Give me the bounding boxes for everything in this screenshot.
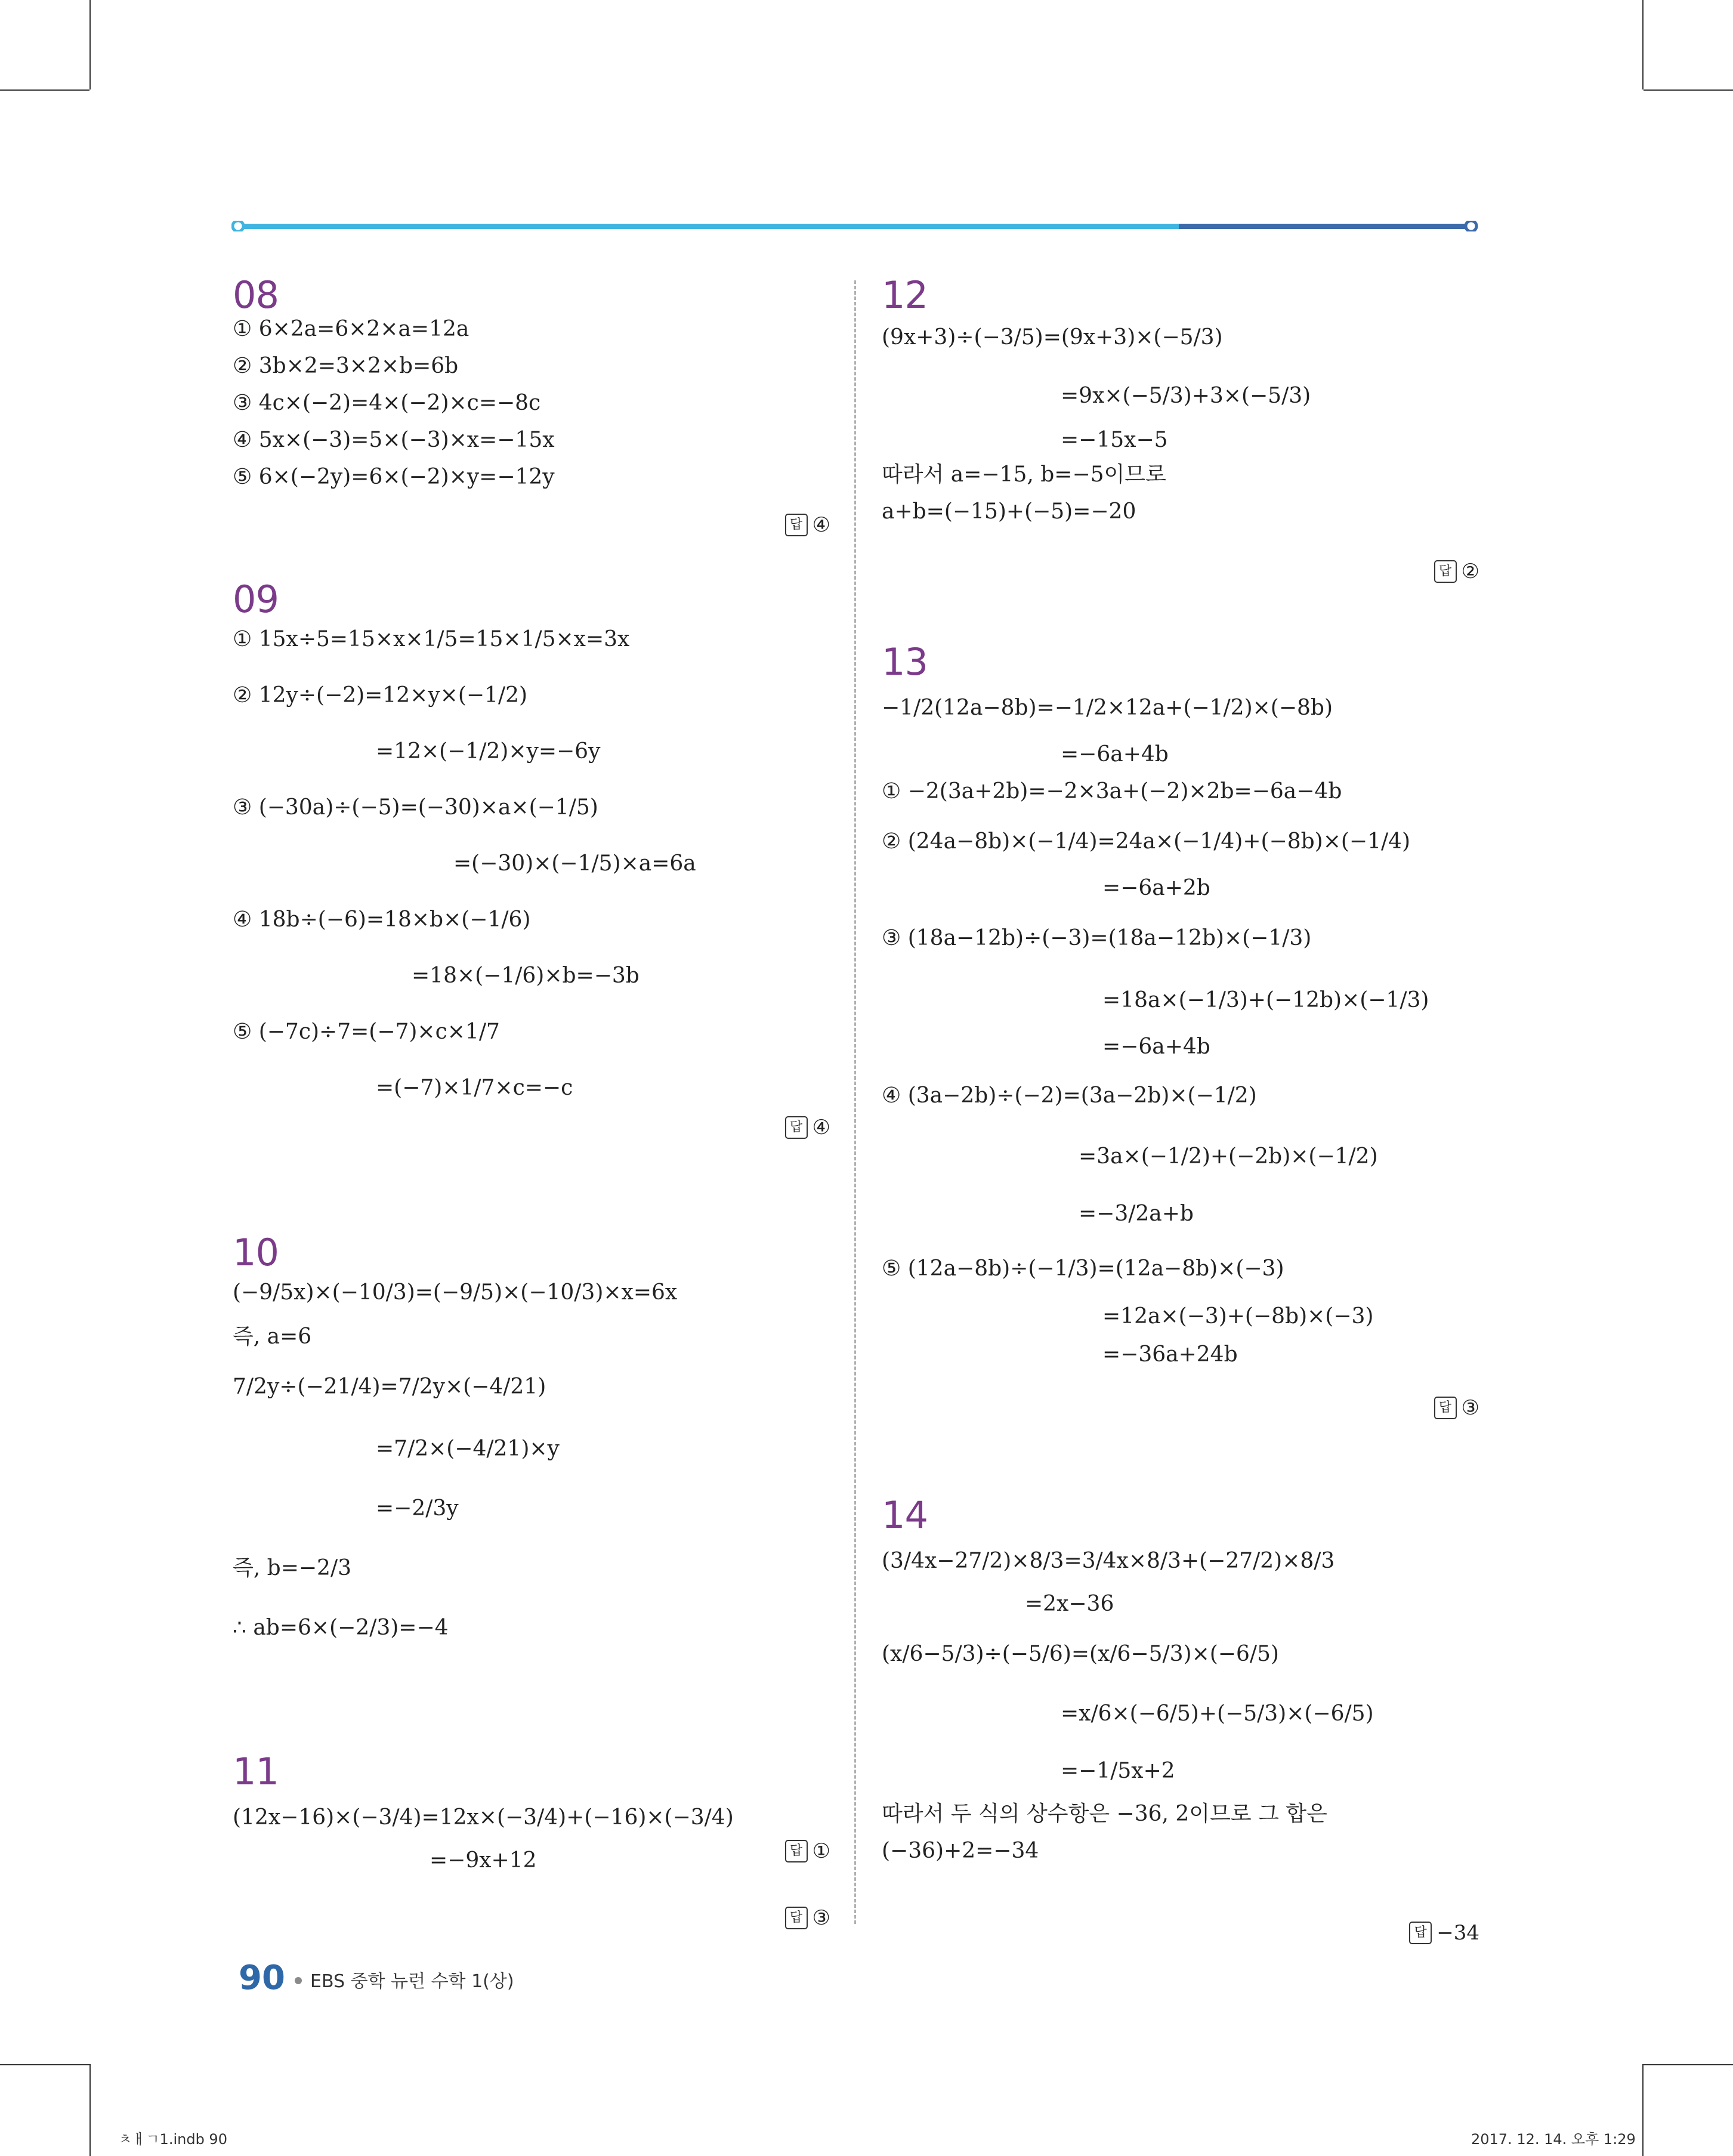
column-divider	[854, 280, 856, 1924]
problem-number: 11	[233, 1750, 279, 1793]
answer-value: ④	[812, 513, 830, 537]
solution-line: ∴ ab=6×(−2/3)=−4	[233, 1616, 449, 1640]
problem-11	[233, 1750, 835, 1930]
solution-line: ⑤ 6×(−2y)=6×(−2)×y=−12y	[233, 465, 555, 489]
crop-mark	[1642, 0, 1644, 89]
solution-line: =−2/3y	[376, 1496, 459, 1521]
solution-lines	[233, 1280, 835, 1641]
crop-mark	[0, 2064, 89, 2065]
answer-value: ④	[812, 1116, 830, 1139]
solution-line: =12×(−1/2)×y=−6y	[376, 739, 601, 764]
problem-number: 13	[882, 640, 928, 684]
answer-value: −34	[1437, 1921, 1479, 1945]
solution-line: ② (24a−8b)×(−1/4)=24a×(−1/4)+(−8b)×(−1/4)	[882, 829, 1411, 854]
solution-line: =−6a+2b	[1102, 876, 1210, 900]
answer-mark	[1409, 1921, 1479, 1945]
solution-line: =12a×(−3)+(−8b)×(−3)	[1102, 1304, 1374, 1329]
header-bar	[231, 221, 1478, 231]
crop-mark	[1642, 2064, 1644, 2156]
answer-value: ①	[812, 1839, 830, 1863]
solution-line: =−6a+4b	[1102, 1034, 1210, 1059]
footer-bullet	[295, 1977, 302, 1984]
answer-mark	[785, 1906, 830, 1930]
answer-mark	[1434, 560, 1479, 583]
solution-lines	[233, 1805, 835, 1874]
answer-label-box: 답	[785, 1840, 808, 1862]
crop-mark	[89, 0, 91, 89]
solution-line: ③ (−30a)÷(−5)=(−30)×a×(−1/5)	[233, 795, 598, 820]
solution-line: (3/4x−27/2)×8/3=3/4x×8/3+(−27/2)×8/3	[882, 1549, 1335, 1573]
page-number: 90	[239, 1959, 285, 1997]
solution-line: =(−7)×1/7×c=−c	[376, 1076, 573, 1100]
solution-line: ① 15x÷5=15×x×1/5=15×1/5×x=3x	[233, 627, 630, 651]
answer-value: ②	[1461, 560, 1479, 583]
answer-label-box: 답	[785, 1907, 808, 1929]
crop-mark	[0, 89, 89, 91]
solution-line: =18a×(−1/3)+(−12b)×(−1/3)	[1102, 988, 1429, 1012]
answer-value: ③	[812, 1906, 830, 1930]
solution-line: ④ 5x×(−3)=5×(−3)×x=−15x	[233, 428, 555, 452]
print-slug-date: 2017. 12. 14. 오후 1:29	[1471, 2131, 1636, 2148]
solution-line: ⑤ (−7c)÷7=(−7)×c×1/7	[233, 1020, 500, 1044]
solution-lines	[882, 325, 1484, 525]
answer-label-box: 답	[785, 1116, 808, 1139]
solution-line: (9x+3)÷(−3/5)=(9x+3)×(−5/3)	[882, 325, 1223, 350]
problem-09	[233, 577, 835, 1139]
problem-12	[882, 273, 1484, 583]
solution-line: (x/6−5/3)÷(−5/6)=(x/6−5/3)×(−6/5)	[882, 1642, 1279, 1666]
solution-line: 7/2y÷(−21/4)=7/2y×(−4/21)	[233, 1374, 546, 1399]
solution-lines	[233, 626, 835, 1101]
answer-label-box: 답	[1434, 560, 1457, 583]
solution-line: 즉, b=−2/3	[233, 1556, 351, 1580]
solution-line: (−9/5x)×(−10/3)=(−9/5)×(−10/3)×x=6x	[233, 1280, 678, 1305]
solution-line: 따라서 두 식의 상수항은 −36, 2이므로 그 합은	[882, 1802, 1327, 1826]
answer-mark	[1434, 1396, 1479, 1420]
solution-line: (−36)+2=−34	[882, 1839, 1039, 1863]
solution-line: 따라서 a=−15, b=−5이므로	[882, 462, 1166, 487]
solution-line: =x/6×(−6/5)+(−5/3)×(−6/5)	[1061, 1701, 1374, 1726]
solution-lines	[882, 1548, 1484, 1864]
solution-line: ② 12y÷(−2)=12×y×(−1/2)	[233, 683, 528, 708]
problem-14	[882, 1493, 1484, 1945]
solution-line: ① −2(3a+2b)=−2×3a+(−2)×2b=−6a−4b	[882, 779, 1342, 804]
solution-line: =−15x−5	[1061, 428, 1168, 452]
solution-line: ② 3b×2=3×2×b=6b	[233, 354, 459, 378]
solution-line: =18×(−1/6)×b=−3b	[412, 963, 640, 988]
solution-lines	[882, 695, 1484, 1368]
crop-mark	[89, 2064, 91, 2156]
solution-line: =−36a+24b	[1102, 1342, 1238, 1367]
print-slug-file: ㅊㅐㄱ1.indb 90	[118, 2131, 227, 2148]
book-title: EBS 중학 뉴런 수학 1(상)	[310, 1971, 514, 1992]
solution-line: 즉, a=6	[233, 1324, 312, 1349]
solution-line: −1/2(12a−8b)=−1/2×12a+(−1/2)×(−8b)	[882, 696, 1333, 720]
solution-line: =−3/2a+b	[1079, 1201, 1194, 1226]
problem-number: 08	[233, 273, 279, 317]
solution-lines	[233, 316, 835, 490]
solution-line: =−1/5x+2	[1061, 1759, 1175, 1783]
solution-line: =9x×(−5/3)+3×(−5/3)	[1061, 384, 1311, 408]
answer-label-box: 답	[785, 514, 808, 536]
answer-mark	[785, 513, 830, 537]
solution-line: a+b=(−15)+(−5)=−20	[882, 499, 1136, 524]
answer-mark	[785, 1116, 830, 1139]
solution-line: =2x−36	[1025, 1592, 1114, 1616]
problem-08	[233, 273, 835, 537]
solution-line: ⑤ (12a−8b)÷(−1/3)=(12a−8b)×(−3)	[882, 1256, 1284, 1281]
crop-mark	[1644, 89, 1733, 91]
solution-line: =3a×(−1/2)+(−2b)×(−1/2)	[1079, 1144, 1378, 1169]
crop-mark	[1644, 2064, 1733, 2065]
answer-label-box: 답	[1409, 1922, 1432, 1944]
problem-number: 14	[882, 1493, 928, 1537]
solution-line: =(−30)×(−1/5)×a=6a	[453, 851, 696, 876]
solution-line: =−6a+4b	[1061, 742, 1169, 767]
answer-label-box: 답	[1434, 1397, 1457, 1419]
problem-number: 12	[882, 273, 928, 317]
solution-line: ④ (3a−2b)÷(−2)=(3a−2b)×(−1/2)	[882, 1083, 1257, 1108]
solution-line: (12x−16)×(−3/4)=12x×(−3/4)+(−16)×(−3/4)	[233, 1805, 734, 1830]
solution-line: ④ 18b÷(−6)=18×b×(−1/6)	[233, 907, 531, 932]
solution-line: =7/2×(−4/21)×y	[376, 1437, 560, 1461]
solution-line: ③ 4c×(−2)=4×(−2)×c=−8c	[233, 391, 541, 415]
problem-number: 10	[233, 1231, 279, 1274]
solution-line: =−9x+12	[430, 1848, 537, 1873]
problem-number: 09	[233, 577, 279, 621]
answer-value: ③	[1461, 1396, 1479, 1420]
solution-line: ③ (18a−12b)÷(−3)=(18a−12b)×(−1/3)	[882, 926, 1312, 950]
problem-13	[882, 640, 1484, 1420]
solution-line: ① 6×2a=6×2×a=12a	[233, 317, 469, 341]
